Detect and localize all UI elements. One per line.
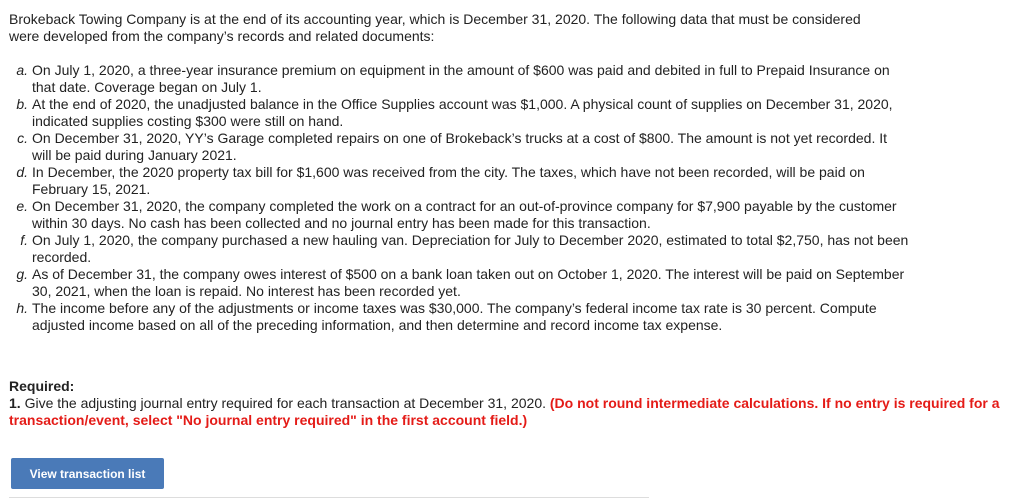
problem-intro: Brokeback Towing Company is at the end of its accounting year, which is December 31, 2020. The following data that must be considered were developed from the company’s records and related documents:: [9, 11, 861, 44]
transaction-item-b: [10, 96, 910, 130]
item-text: As of December 31, the company owes interest of $500 on a bank loan taken out on October 1, 2020. The interest will be paid on September 30, 2021, when the loan is repaid. No interest has been recorded yet.: [32, 266, 905, 299]
item-text: The income before any of the adjustments or income taxes was $30,000. The company’s federal income tax rate is 30 percent. Compute adjusted income based on all of the preceding information, and then determine and record income tax expense.: [32, 300, 877, 333]
required-heading: Required:: [9, 378, 75, 394]
transaction-item-c: [10, 130, 910, 164]
item-text: At the end of 2020, the unadjusted balance in the Office Supplies account was $1,000. A physical count of supplies on December 31, 2020, indicated supplies costing $300 were still on hand.: [32, 96, 893, 129]
question-text: Give the adjusting journal entry required for each transaction at December 31, 2020.: [24, 395, 546, 411]
instruction-warning: (Do not round intermediate calculations. If no entry is required for a transaction/event, select "No journal entry required" in the first account field.): [9, 395, 1000, 428]
required-section: [9, 378, 1009, 429]
item-letter: a.: [16, 62, 28, 78]
required-question: [9, 395, 1009, 429]
transaction-item-a: [10, 62, 910, 96]
transaction-list: [10, 62, 910, 334]
item-letter: h.: [16, 300, 28, 316]
item-letter: f.: [20, 232, 28, 248]
view-transaction-list-button[interactable]: View transaction list: [11, 458, 164, 489]
item-text: On July 1, 2020, a three-year insurance premium on equipment in the amount of $600 was paid and debited in full to Prepaid Insurance on that date. Coverage began on July 1.: [32, 62, 890, 95]
item-letter: b.: [16, 96, 28, 112]
transaction-item-e: [10, 198, 910, 232]
transaction-item-h: [10, 300, 910, 334]
item-letter: d.: [16, 164, 28, 180]
question-number: 1.: [9, 395, 21, 411]
transaction-item-g: [10, 266, 910, 300]
item-letter: e.: [16, 198, 28, 214]
item-text: In December, the 2020 property tax bill for $1,600 was received from the city. The taxes, which have not been recorded, will be paid on February 15, 2021.: [32, 164, 865, 197]
transaction-item-d: [10, 164, 910, 198]
item-text: On December 31, 2020, YY’s Garage completed repairs on one of Brokeback’s trucks at a cost of $800. The amount is not yet recorded. It will be paid during January 2021.: [32, 130, 887, 163]
transaction-item-f: [10, 232, 910, 266]
item-text: On December 31, 2020, the company completed the work on a contract for an out-of-province company for $7,900 payable by the customer within 30 days. No cash has been collected and no journal entry has been made for this transaction.: [32, 198, 897, 231]
item-letter: g.: [16, 266, 28, 282]
item-text: On July 1, 2020, the company purchased a new hauling van. Depreciation for July to December 2020, estimated to total $2,750, has not been recorded.: [32, 232, 909, 265]
item-letter: c.: [17, 130, 28, 146]
divider: [9, 497, 649, 498]
